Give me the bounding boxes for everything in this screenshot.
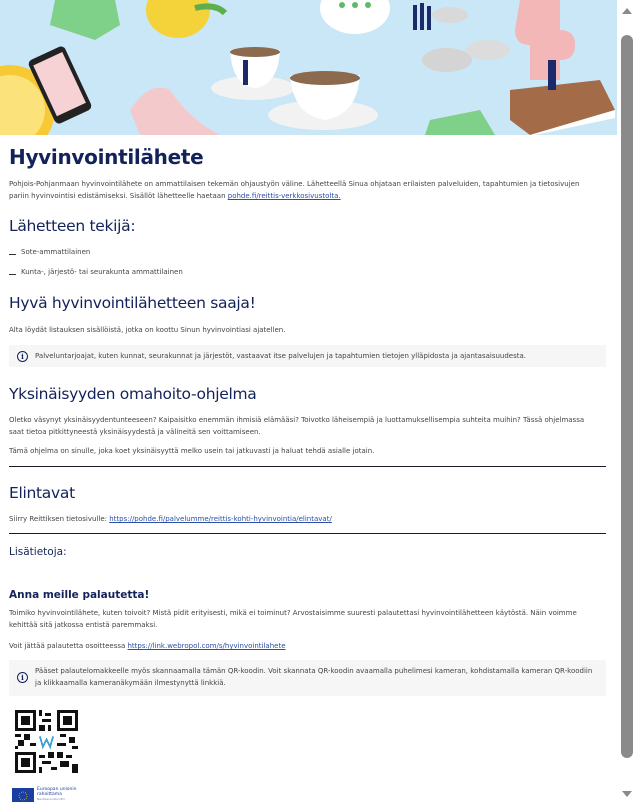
scroll-down-arrow-icon[interactable] <box>622 791 632 797</box>
blank-line-icon <box>9 274 16 275</box>
scroll-up-arrow-icon[interactable] <box>622 8 632 14</box>
qr-code[interactable] <box>15 710 78 773</box>
loneliness-paragraph-1: Oletko väsynyt yksinäisyydentunteeseen? Kaipaisitko enemmän ihmisiä elämääsi? Toivotko läheisempiä ja luottamuksellisempia suhteita muihin? Tässä ohjelmassa saat tietoa pitkittyneestä yksinäisyydestä ja välineitä sen voittamiseen. <box>9 416 585 436</box>
vertical-scrollbar[interactable] <box>617 0 637 805</box>
info-icon: i <box>17 672 28 683</box>
info-box-providers <box>9 345 606 367</box>
lifestyle-text <box>9 513 599 525</box>
lifestyle-prefix: Siirry Reittiksen tietosivulle: <box>9 515 110 523</box>
feedback-heading: Anna meille palautetta! <box>9 589 150 601</box>
feedback-paragraph-1: Toimiko hyvinvointilähete, kuten toivoit? Mistä pidit erityisesti, mikä ei toiminut? Arvostaisimme suuresti palautettasi hyvinvointilähetteen käytöstä. Näin voimme kehittää sitä jatkossa entistä paremmaksi. <box>9 609 577 629</box>
recipient-text: Alta löydät listauksen sisällöistä, jotka on koottu Sinun hyvinvointiasi ajatellen. <box>9 326 286 334</box>
intro-link[interactable]: pohde.fi/reittis-verkkosivustolta. <box>227 192 341 200</box>
more-info-heading: Lisätietoja: <box>9 546 67 558</box>
info-text: Pääset palautelomakkeelle myös skannaamalla tämän QR-koodin. Voit skannata QR-koodin avaamalla puhelimesi kameran, kohdistamalla kameran QR-koodiin ja klikkaamalla kameranäkymään ilmestynyttä linkkiä. <box>35 667 593 687</box>
blank-line-icon <box>9 254 16 255</box>
eu-logo-line3: NextGenerationEU <box>37 797 65 801</box>
sender-option-kunta[interactable] <box>9 268 183 276</box>
lifestyle-link[interactable]: https://pohde.fi/palvelumme/reittis-kohti-hyvinvointia/elintavat/ <box>109 515 332 523</box>
intro-body: Pohjois-Pohjanmaan hyvinvointilähete on ammattilaisen tekemän ohjaustyön väline. Lähetteellä Sinua ohjataan erilaisten palveluiden, tapahtumien ja tietosivujen pariin hyvinvointisi edistämiseksi. Sisällöt lähetteelle haetaan <box>9 180 580 200</box>
eu-logo-line1: Euroopan unionin <box>37 787 77 792</box>
scrollbar-thumb[interactable] <box>621 35 633 758</box>
sender-option-sote[interactable] <box>9 248 90 256</box>
feedback-link[interactable]: https://link.webropol.com/s/hyvinvointilahete <box>127 642 286 650</box>
intro-text <box>9 178 599 202</box>
eu-logo-line2: rahoittama <box>37 792 62 797</box>
sender-option-label: Sote-ammattilainen <box>21 248 91 256</box>
recipient-heading: Hyvä hyvinvointilähetteen saaja! <box>9 294 256 312</box>
divider <box>9 466 606 467</box>
divider <box>9 533 606 534</box>
info-text: Palveluntarjoajat, kuten kunnat, seurakunnat ja järjestöt, vastaavat itse palvelujen ja tapahtumien tietojen ylläpidosta ja ajantasaisuudesta. <box>35 352 527 360</box>
feedback-paragraph-2 <box>9 640 599 652</box>
feedback-prefix: Voit jättää palautetta osoitteessa <box>9 642 128 650</box>
hero-image <box>0 0 617 135</box>
info-box-qr <box>9 660 606 696</box>
lifestyle-heading: Elintavat <box>9 484 75 502</box>
eu-flag-icon <box>12 788 34 802</box>
sender-option-label: Kunta-, järjestö- tai seurakunta ammattilainen <box>21 268 183 276</box>
hero-illustration <box>0 0 617 135</box>
info-icon: i <box>17 351 28 362</box>
eu-funding-logo <box>12 787 77 802</box>
loneliness-paragraph-2: Tämä ohjelma on sinulle, joka koet yksinäisyyttä melko usein tai jatkuvasti ja haluat tehdä asialle jotain. <box>9 447 375 455</box>
loneliness-heading: Yksinäisyyden omahoito-ohjelma <box>9 385 257 403</box>
sender-heading: Lähetteen tekijä: <box>9 217 136 235</box>
page-title: Hyvinvointilähete <box>9 145 204 169</box>
